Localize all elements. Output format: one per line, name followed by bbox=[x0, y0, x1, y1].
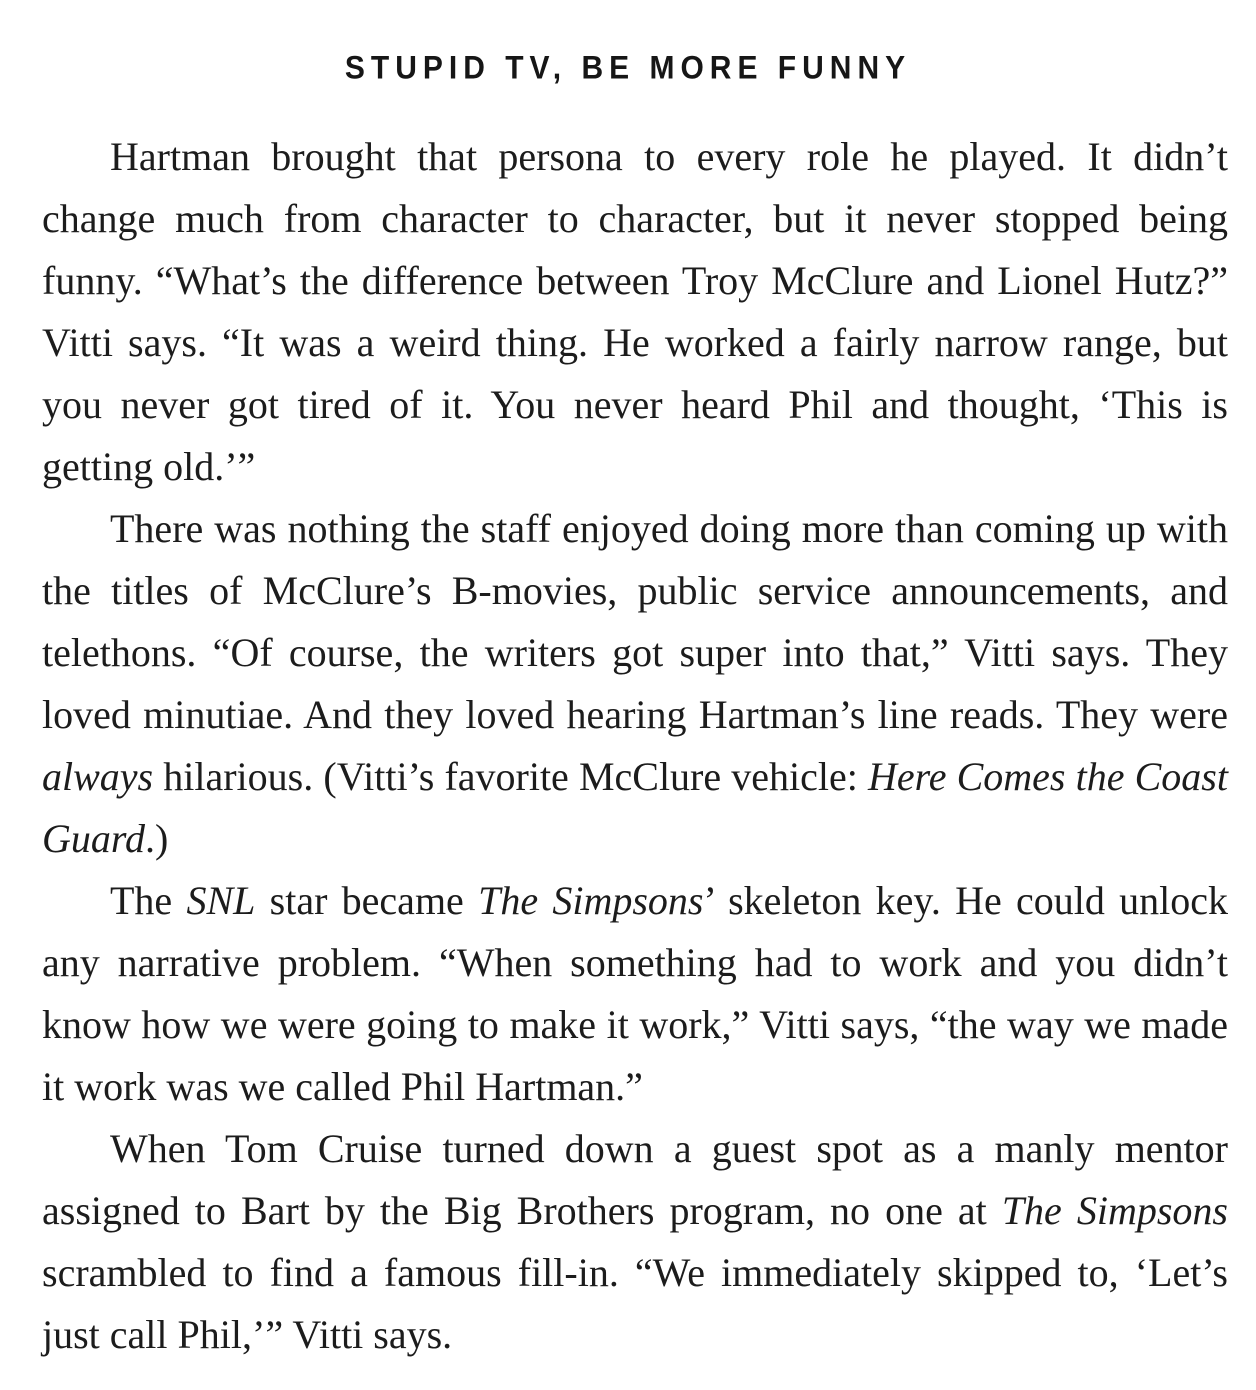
emphasis-text-run: always bbox=[42, 754, 154, 799]
text-run: Hartman brought that persona to every role he played. It didn’t change much from character to character, but it never stopped being funny. “What’s the difference between Troy McClure and Lionel Hutz?” Vitti says. “It was a weird thing. He worked a fairly narrow range, but you never got tired of it. You never heard Phil and thought, ‘This is getting old.’” bbox=[42, 134, 1228, 489]
movie-title-italic: Here Comes the Coast Guard bbox=[42, 754, 1228, 861]
text-run: scrambled to find a famous fill-in. “We immediately skipped to, ‘Let’s just call Phil,’” Vitti says. bbox=[42, 1250, 1228, 1357]
paragraph-3 bbox=[42, 870, 1228, 1118]
page-body bbox=[42, 126, 1228, 1366]
text-run: .) bbox=[144, 816, 169, 861]
show-title-italic: The Simpsons bbox=[1001, 1188, 1228, 1233]
text-run: When Tom Cruise turned down a guest spot as a manly mentor assigned to Bart by the Big Brothers program, no one at bbox=[42, 1126, 1228, 1233]
show-title-italic: The Simpsons bbox=[478, 878, 704, 923]
text-run: star became bbox=[255, 878, 479, 923]
text-run: hilarious. (Vitti’s favorite McClure vehicle: bbox=[153, 754, 868, 799]
paragraph-4 bbox=[42, 1118, 1228, 1366]
show-title-italic: SNL bbox=[186, 878, 256, 923]
paragraph-1 bbox=[42, 126, 1228, 498]
text-run: ’ skeleton key. He could unlock any narrative problem. “When something had to work and you didn’t know how we were going to make it work,” Vitti says, “the way we made it work was we called Phil Hartman.” bbox=[42, 878, 1228, 1109]
text-run: The bbox=[110, 878, 187, 923]
paragraph-2 bbox=[42, 498, 1228, 870]
text-run: There was nothing the staff enjoyed doing more than coming up with the titles of McClure’s B-movies, public service announcements, and telethons. “Of course, the writers got super into that,” Vitti says. They loved minutiae. And they loved hearing Hartman’s line reads. They were bbox=[42, 506, 1228, 737]
chapter-running-head: STUPID TV, BE MORE FUNNY bbox=[344, 50, 912, 87]
